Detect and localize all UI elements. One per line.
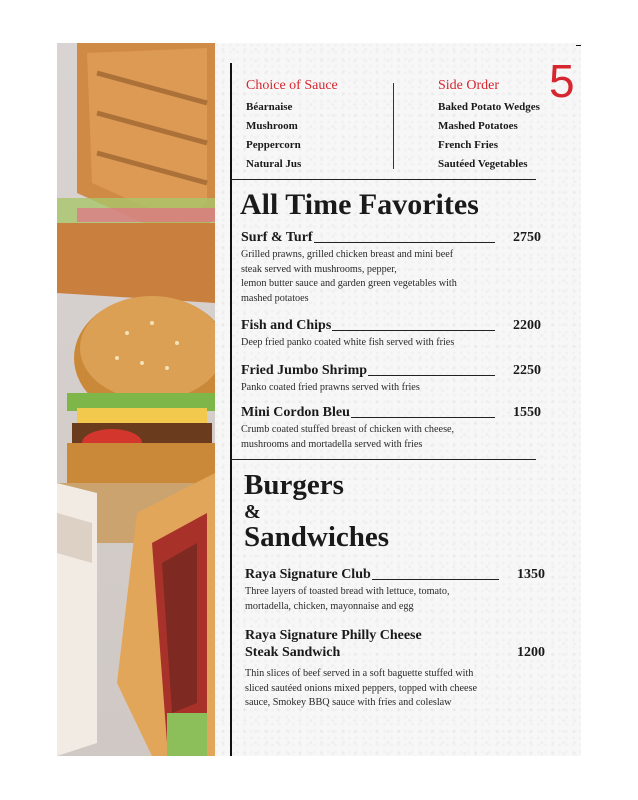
- side-item: Baked Potato Wedges: [438, 101, 540, 113]
- sauce-heading: Choice of Sauce: [246, 78, 338, 93]
- desc-line: mashed potatoes: [241, 292, 309, 304]
- item-price: 2200: [513, 318, 541, 333]
- sauce-item: Béarnaise: [246, 101, 293, 113]
- side-order-heading: Side Order: [438, 78, 500, 93]
- desc-line: mushrooms and mortadella served with fries: [241, 438, 423, 450]
- item-name: Fish and Chips: [241, 318, 332, 333]
- item-price: 2750: [513, 230, 541, 245]
- item-price: 1200: [517, 645, 545, 660]
- side-item: Sautéed Vegetables: [438, 158, 528, 170]
- item-name-line2: Steak Sandwich: [245, 645, 341, 660]
- menu-item-philly-cheese-steak: [245, 626, 545, 711]
- desc-line: mortadella, chicken, mayonnaise and egg: [245, 600, 414, 612]
- item-name: Fried Jumbo Shrimp: [241, 363, 368, 378]
- desc-line: Crumb coated stuffed breast of chicken with cheese,: [241, 424, 455, 435]
- desc-line: sauce, Smokey BBQ sauce with fries and coleslaw: [245, 697, 452, 708]
- desc-line: Three layers of toasted bread with lettuce, tomato,: [245, 586, 450, 597]
- sauce-item: Natural Jus: [246, 158, 302, 170]
- item-name: Surf & Turf: [241, 230, 313, 245]
- item-description: [241, 248, 511, 306]
- item-name-line1: Raya Signature Philly Cheese: [245, 628, 422, 643]
- desc-line: Deep fried panko coated white fish served with fries: [241, 337, 455, 348]
- desc-line: Panko coated fried prawns served with fries: [241, 382, 420, 393]
- desc-line: Thin slices of beef served in a soft baguette stuffed with: [245, 668, 474, 679]
- desc-line: Grilled prawns, grilled chicken breast and mini beef: [241, 249, 454, 260]
- menu-item-cordon-bleu: [241, 405, 541, 452]
- item-description: [241, 336, 511, 351]
- item-price: 1550: [513, 405, 541, 420]
- side-item: French Fries: [438, 139, 498, 151]
- item-price: 2250: [513, 363, 541, 378]
- food-photo: [57, 43, 215, 756]
- corner-tick: [576, 45, 581, 46]
- menu-item-surf-turf: [241, 230, 541, 306]
- leader-line: [372, 579, 499, 580]
- page-number: 5: [549, 55, 575, 107]
- leader-line: [368, 375, 495, 376]
- food-photo-illustration: [57, 43, 215, 756]
- desc-line: lemon butter sauce and garden green vegetables with: [241, 278, 457, 289]
- item-description: [245, 585, 515, 614]
- sauce-item: Peppercorn: [246, 139, 301, 151]
- desc-line: steak served with mushrooms, pepper,: [241, 263, 397, 275]
- menu-item-jumbo-shrimp: [241, 363, 541, 396]
- desc-line: sliced sautéed onions mixed peppers, topped with cheese: [245, 682, 477, 694]
- item-description: [241, 381, 511, 396]
- item-description: [241, 423, 511, 452]
- item-name: Raya Signature Club: [245, 567, 371, 582]
- leader-line: [351, 417, 495, 418]
- leader-line: [314, 242, 495, 243]
- menu-item-signature-club: [245, 567, 545, 614]
- menu-item-fish-chips: [241, 318, 541, 351]
- leader-line: [332, 330, 495, 331]
- burgers-title-amp: &: [244, 501, 261, 523]
- burgers-title-line1: Burgers: [244, 469, 344, 501]
- side-order-list: [438, 78, 540, 174]
- vertical-rule: [230, 63, 232, 756]
- section-divider: [231, 459, 536, 460]
- column-divider: [393, 83, 394, 169]
- side-item: Mashed Potatoes: [438, 120, 518, 132]
- section-divider: [231, 179, 536, 180]
- burgers-title-line2: Sandwiches: [244, 521, 390, 553]
- item-name: Mini Cordon Bleu: [241, 405, 350, 420]
- favorites-title: All Time Favorites: [240, 188, 479, 221]
- item-description: [245, 667, 535, 711]
- item-price: 1350: [517, 567, 545, 582]
- sauce-item: Mushroom: [246, 120, 298, 132]
- sauce-list: [246, 78, 338, 174]
